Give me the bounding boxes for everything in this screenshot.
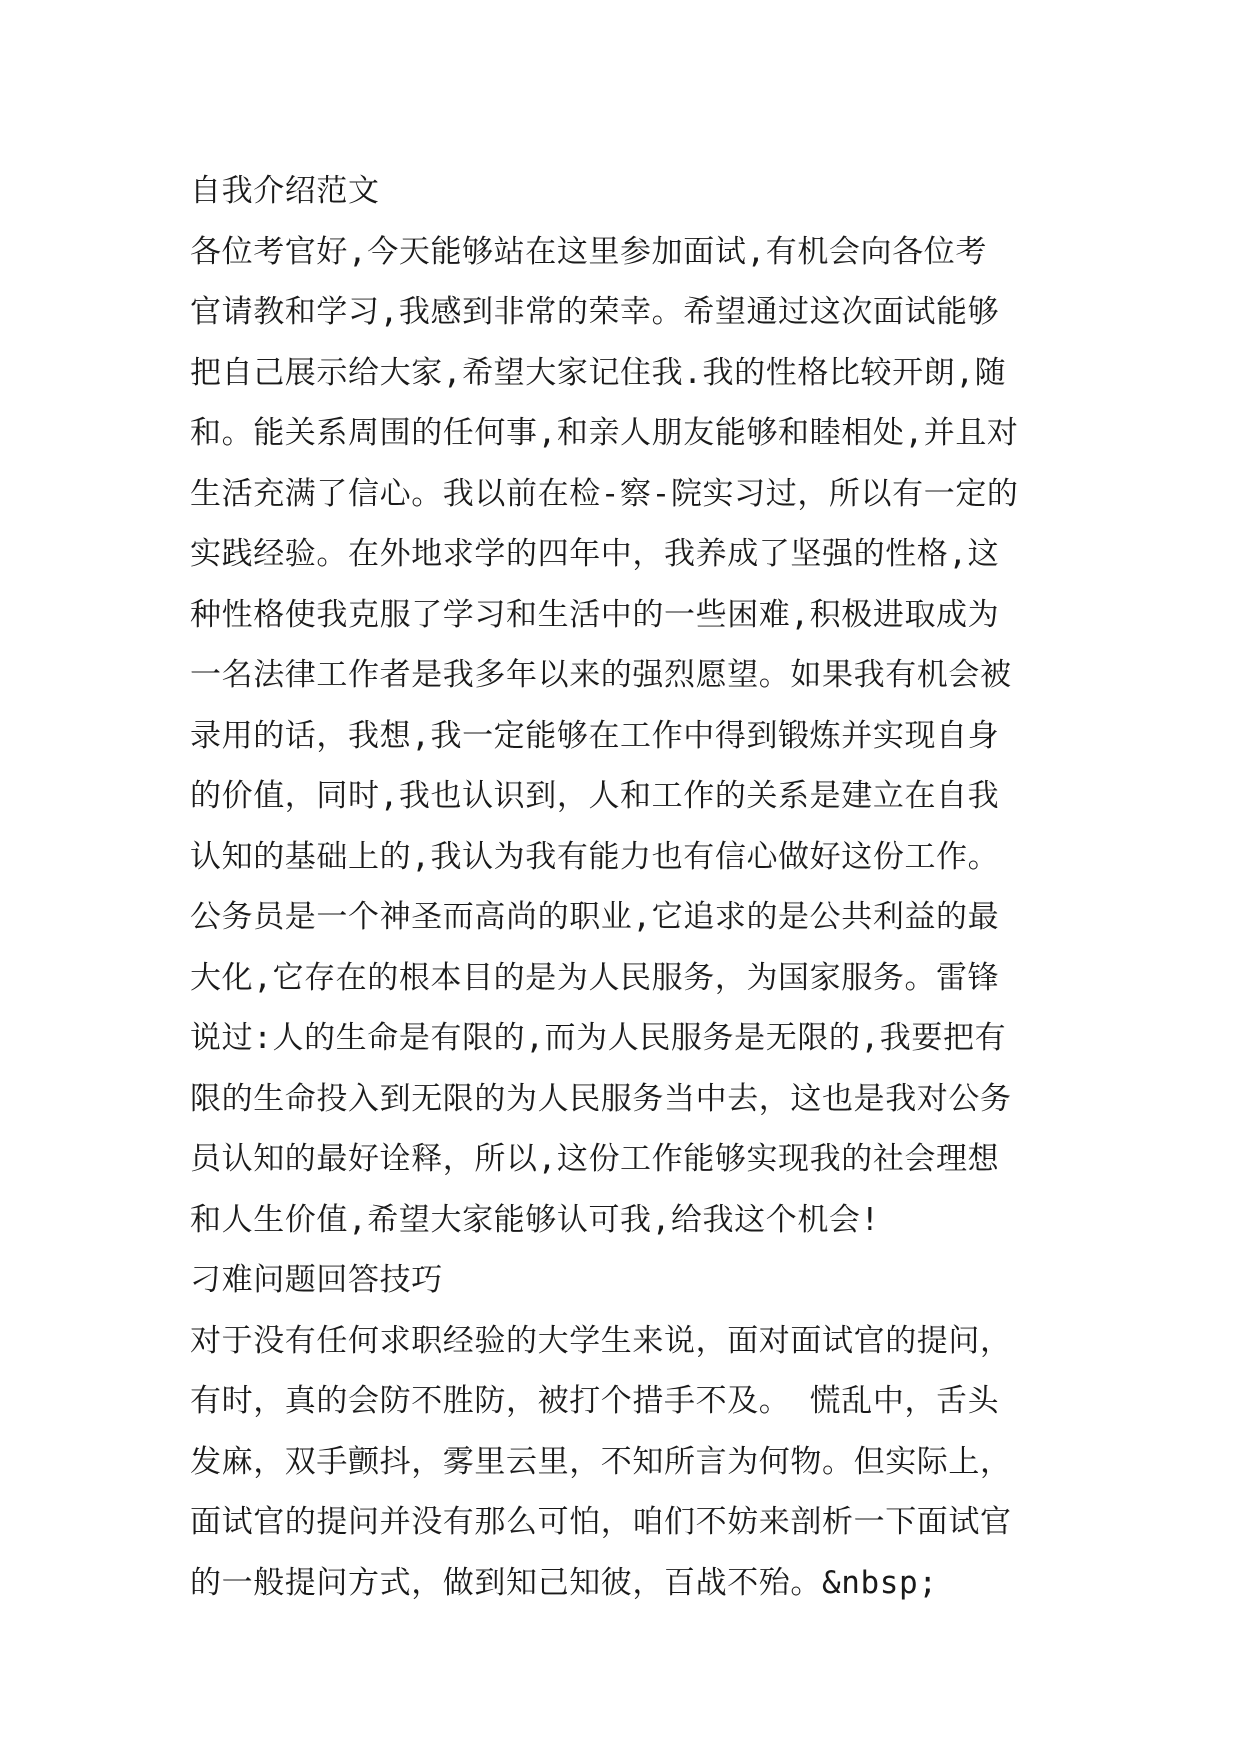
section-title: 自我介绍范文	[190, 173, 380, 209]
text-line: 员认知的最好诠释，所以,这份工作能够实现我的社会理想	[190, 1141, 1000, 1177]
text-line: 生活充满了信心。我以前在检-察-院实习过，所以有一定的	[190, 475, 1019, 512]
text-line: 发麻，双手颤抖，雾里云里，不知所言为何物。但实际上，	[190, 1443, 1012, 1480]
document-body	[190, 161, 1070, 1613]
text-line: 公务员是一个神圣而高尚的职业,它追求的是公共利益的最	[190, 899, 1000, 935]
text-line: 限的生命投入到无限的为人民服务当中去，这也是我对公务	[190, 1080, 1012, 1117]
text-line: 大化,它存在的根本目的是为人民服务，为国家服务。雷锋	[190, 959, 1000, 996]
section-title: 刁难问题回答技巧	[190, 1262, 443, 1298]
text-line: 种性格使我克服了学习和生活中的一些困难,积极进取成为	[190, 596, 1000, 633]
text-line: 有时，真的会防不胜防，被打个措手不及。 慌乱中，舌头	[190, 1383, 1000, 1419]
text-line: 对于没有任何求职经验的大学生来说，面对面试官的提问，	[190, 1322, 1012, 1359]
text-line: 录用的话，我想,我一定能够在工作中得到锻炼并实现自身	[190, 717, 1000, 754]
text-line: 面试官的提问并没有那么可怕，咱们不妨来剖析一下面试官	[190, 1504, 1012, 1540]
text-line: 的一般提问方式，做到知己知彼，百战不殆。&nbsp;	[190, 1564, 938, 1601]
text-line: 一名法律工作者是我多年以来的强烈愿望。如果我有机会被	[190, 657, 1012, 693]
text-line: 官请教和学习,我感到非常的荣幸。希望通过这次面试能够	[190, 294, 1000, 330]
text-line: 和人生价值,希望大家能够认可我,给我这个机会!	[190, 1201, 880, 1238]
text-line: 各位考官好,今天能够站在这里参加面试,有机会向各位考	[190, 233, 987, 270]
text-line: 和。能关系周围的任何事,和亲人朋友能够和睦相处,并且对	[190, 415, 1019, 451]
text-line: 的价值，同时,我也认识到，人和工作的关系是建立在自我	[190, 778, 1000, 814]
text-line: 实践经验。在外地求学的四年中，我养成了坚强的性格,这	[190, 536, 1000, 572]
text-line: 认知的基础上的,我认为我有能力也有信心做好这份工作。	[190, 838, 1000, 875]
text-line: 说过:人的生命是有限的,而为人民服务是无限的,我要把有	[190, 1020, 1007, 1056]
text-line: 把自己展示给大家,希望大家记住我.我的性格比较开朗,随	[190, 354, 1007, 391]
